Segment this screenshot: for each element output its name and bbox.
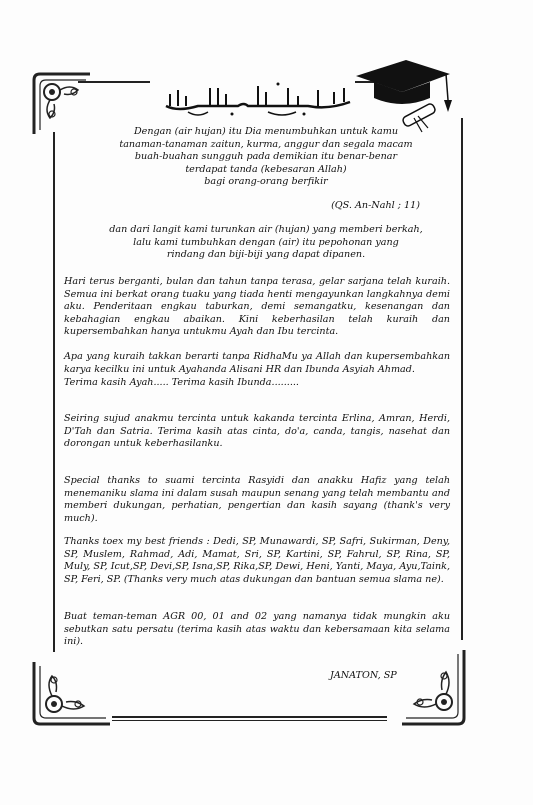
verse2-line: dan dari langit kami turunkan air (hujan) yang memberi berkah,	[109, 224, 423, 235]
verse2-line: rindang dan biji-biji yang dapat dipanen.	[166, 249, 366, 261]
ornament-top-left	[30, 70, 92, 136]
signature-name: JANATON, SP	[330, 670, 397, 681]
verse2-line: lalu kami tumbuhkan dengan (air) itu pepohonan yang	[133, 236, 399, 248]
bismillah-calligraphy	[158, 76, 358, 120]
bottom-border-line	[112, 716, 387, 718]
verse-line: terdapat tanda (kebesaran Allah)	[185, 163, 347, 175]
verse-line: buah-buahan sungguh pada demikian itu benar-benar	[134, 151, 398, 163]
verse-line: bagi orang-orang berfikir	[204, 176, 328, 188]
verse-citation: (QS. An-Nahl ; 11)	[331, 200, 420, 211]
paragraph-thanks-parents: Hari terus berganti, bulan dan tahun tanpa terasa, gelar sarjana telah kuraih. Semua ini berkat orang tuaku yang tiada henti mengayunkan langkahnya demi aku. Penderitaan engkau taburkan, demi semangatku, kesenangan dan kebahagian engkau abaikan. Kini keberhasilan telah kuraih dan kupersembahkan hanya untukmu Ayah dan Ibu tercinta.	[64, 276, 450, 338]
ornament-bottom-right	[400, 648, 470, 728]
paragraph-siblings: Seiring sujud anakmu tercinta untuk kakanda tercinta Erlina, Amran, Herdi, D'Tah dan Satria. Terima kasih atas cinta, do'a, canda, tangis, nasehat dan dorongan untuk keberhasilanku.	[64, 413, 450, 450]
verse2-block	[108, 224, 424, 262]
paragraph-husband: Special thanks to suami tercinta Rasyidi dan anakku Hafiz yang telah menemaniku slama ini dalam susah maupun senang yang telah membantu and memberi dukungan, perhatian, pengertian dan kasih sayang (thank's very much).	[64, 475, 450, 524]
bottom-border-line-2	[112, 720, 387, 721]
ornament-bottom-left	[30, 660, 112, 728]
verse-line: Dengan (air hujan) itu Dia menumbuhkan untuk kamu	[133, 126, 399, 137]
verse-line: tanaman-tanaman zaitun, kurma, anggur dan segala macam	[119, 138, 413, 150]
right-border-line	[461, 118, 463, 640]
verse-block	[108, 126, 424, 189]
left-border-line	[53, 132, 55, 652]
paragraph-thanks-ayah-ibunda: Terima kasih Ayah..... Terima kasih Ibunda.........	[64, 377, 299, 388]
paragraph-classmates: Buat teman-teman AGR 00, 01 and 02 yang namanya tidak mungkin aku sebutkan satu persatu (terima kasih atas waktu dan kebersamaan kita selama ini).	[64, 611, 450, 648]
paragraph-friends: Thanks toex my best friends : Dedi, SP, Munawardi, SP, Safri, Sukirman, Deny, SP, Muslem, Rahmad, Adi, Mamat, Sri, SP, Kartini, SP, Fahrul, SP, Rina, SP, Muly, SP, Icut,SP, Devi,SP, Isna,SP, Rika,SP, Dewi, Heni, Yanti, Maya, Ayu,Taink, SP, Feri, SP. (Thanks very much atas dukungan dan bantuan semua slama ne).	[64, 536, 450, 585]
paragraph-dedication: Apa yang kuraih takkan berarti tanpa RidhaMu ya Allah dan kupersembahkan karya kecilku ini untuk Ayahanda Alisani HR dan Ibunda Asyiah Ahmad.	[64, 351, 450, 375]
